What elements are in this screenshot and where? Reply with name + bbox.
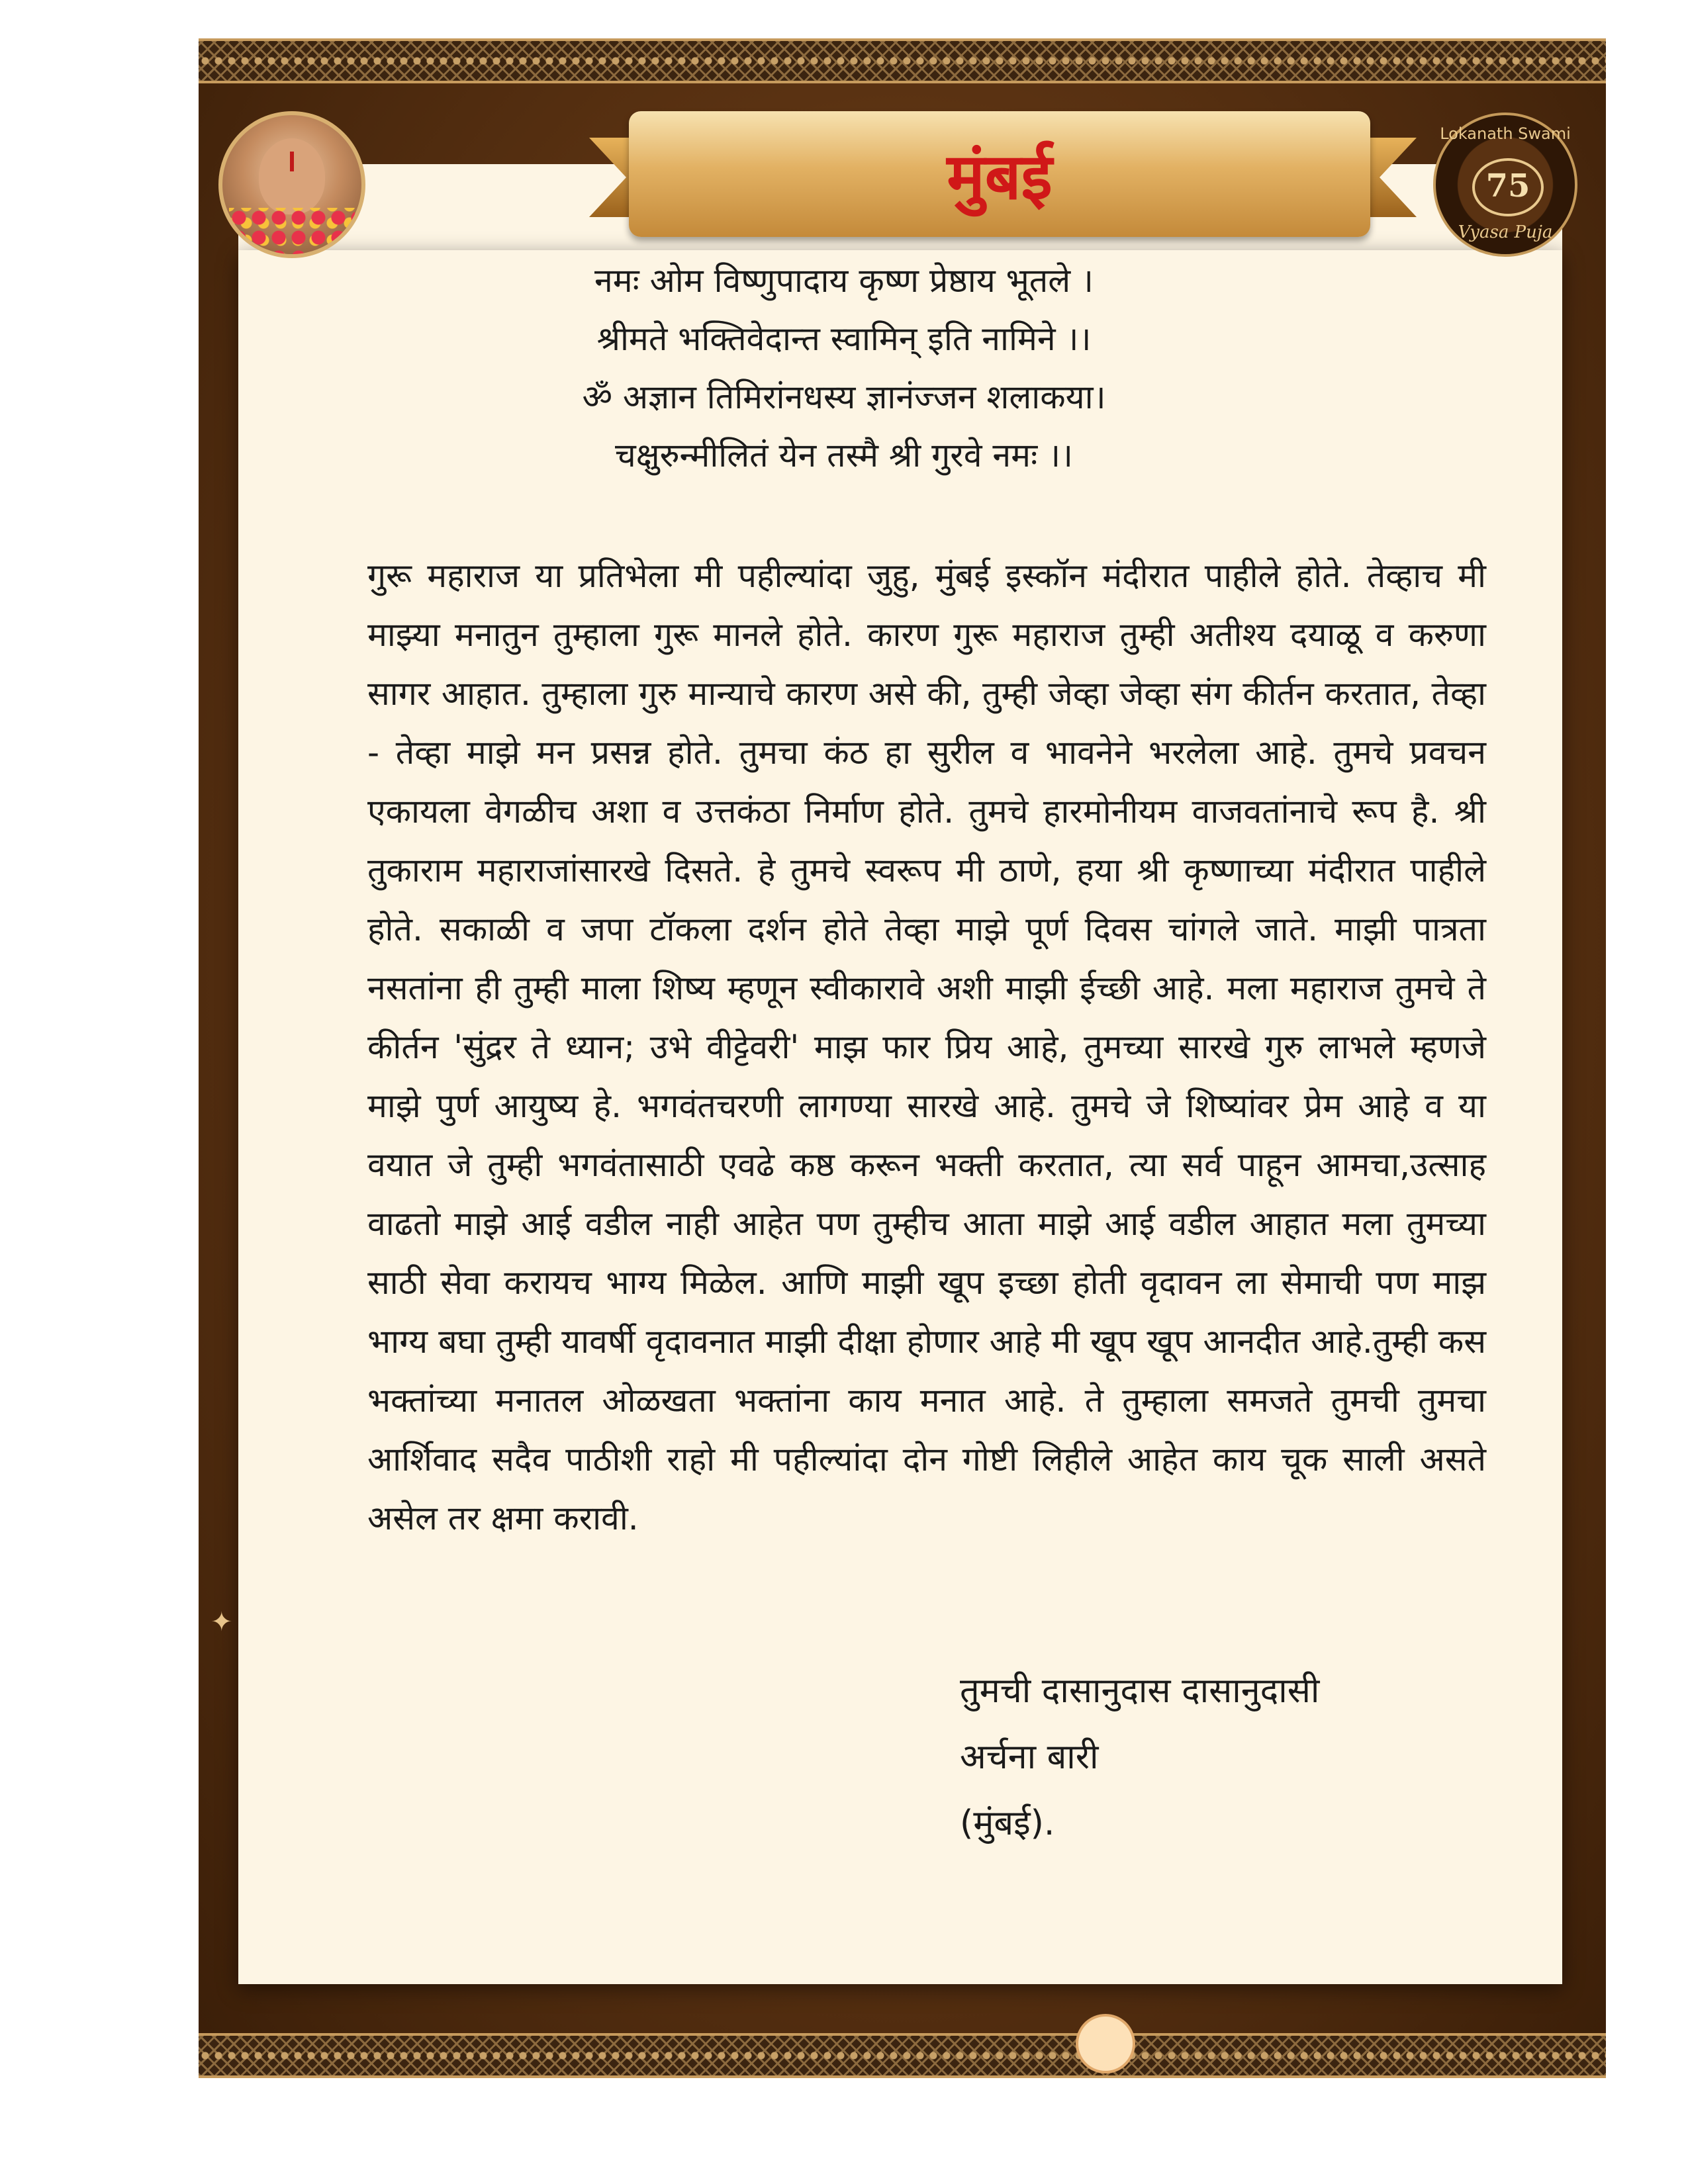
face-shape: [259, 138, 325, 214]
emblem-bottom-text: Vyasa Puja: [1458, 222, 1553, 242]
verse-line: श्रीमते भक्तिवेदान्त स्वामिन् इति नामिने ।।: [596, 320, 1092, 358]
signature-name: अर्चना बारी: [960, 1737, 1099, 1777]
signature-salutation: तुमची दासानुदास दासानुदासी: [960, 1671, 1320, 1711]
flower-garland: [229, 208, 355, 258]
page-title: मुंबई: [947, 139, 1053, 214]
title-ribbon: [629, 111, 1370, 237]
vyasa-puja-emblem: [1433, 113, 1577, 257]
verse-line: ॐ अज्ञान तिमिरांनधस्य ज्ञानंज्जन शलाकया।: [582, 378, 1106, 416]
signature-block: [960, 1658, 1319, 1856]
emblem-number: 75: [1472, 158, 1544, 216]
top-border-pattern: [199, 38, 1606, 83]
signature-city: (मुंबई).: [960, 1803, 1055, 1843]
verse-line: नमः ओम विष्णुपादाय कृष्ण प्रेष्ठाय भूतले ।: [594, 261, 1094, 300]
invocation-verses: [199, 251, 1489, 484]
letter-body: गुरू महाराज या प्रतिभेला मी पहील्यांदा जुहु, मुंबई इस्कॉन मंदीरात पाहीले होते. तेव्हाच मी माझ्या मनातुन तुम्हाला गुरू मानले होते. कारण गुरू महाराज तुम्ही अतीश्य दयाळू व करुणा सागर आहात. तुम्हाला गुरु मान्याचे कारण असे की, तुम्ही जेव्हा जेव्हा संग कीर्तन करतात, तेव्हा - तेव्हा माझे मन प्रसन्न होते. तुमचा कंठ हा सुरील व भावनेने भरलेला आहे. तुमचे प्रवचन एकायला वेगळीच अशा व उत्तकंठा निर्माण होते. तुमचे हारमोनीयम वाजवतांनाचे रूप है. श्री तुकाराम महाराजांसारखे दिसते. हे तुमचे स्वरूप मी ठाणे, हया श्री कृष्णाच्या मंदीरात पाहीले होते. सकाळी व जपा टॉकला दर्शन होते तेव्हा माझे पूर्ण दिवस चांगले जाते. माझी पात्रता नसतांना ही तुम्ही माला शिष्य म्हणून स्वीकारावे अशी माझी ईच्छी आहे. मला महाराज तुमचे ते कीर्तन 'सुंद्रर ते ध्यान; उभे वीट्टेवरी' माझ फार प्रिय आहे, तुमच्या सारखे गुरु लाभले म्हणजे माझे पुर्ण आयुष्य हे. भगवंतचरणी लागण्या सारखे आहे. तुमचे जे शिष्यांवर प्रेम आहे व या वयात जे तुम्ही भगवंतासाठी एवढे कष्ठ करून भक्ती करतात, त्या सर्व पाहून आमचा,उत्साह वाढतो माझे आई वडील नाही आहेत पण तुम्हीच आता माझे आई वडील आहात मला तुमच्या साठी सेवा करायच भाग्य मिळेल. आणि माझी खूप इच्छा होती वृदावन ला सेमाची पण माझ भाग्य बघा तुम्ही यावर्षी वृदावनात माझी दीक्षा होणार आहे मी खूप खूप आनदीत आहे.तुम्ही कस भक्तांच्या मनातल ओळखता भक्तांना काय मनात आहे. ते तुम्हाला समजते तुमची तुमचा आर्शिवाद सदैव पाठीशी राहो मी पहील्यांदा दोन गोष्टी लिहीले आहेत काय चूक साली असते असेल तर क्षमा करावी.: [367, 557, 1486, 1537]
guru-photo: [218, 111, 365, 258]
tilak-mark: [290, 152, 294, 171]
bottom-ornament-circle: [1076, 2014, 1135, 2073]
bottom-border-pattern: [199, 2033, 1606, 2078]
emblem-top-text: Lokanath Swami: [1440, 124, 1571, 143]
verse-line: चक्षुरुन्मीलितं येन तस्मै श्री गुरवे नमः ।।: [615, 436, 1073, 475]
sparkle-icon: ✦: [211, 1607, 233, 1637]
